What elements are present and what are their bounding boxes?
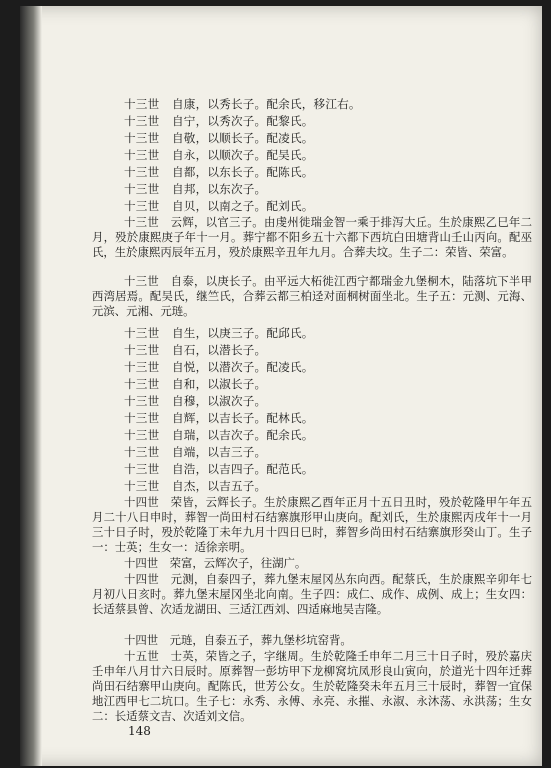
document-page (20, 6, 542, 766)
genealogy-entry: 十三世 自宁，以秀次子。配黎氏。 (124, 114, 314, 128)
genealogy-entry: 十三世 自邦，以东次子。 (124, 182, 267, 196)
genealogy-entry: 十三世 自敬，以顺长子。配凌氏。 (124, 131, 314, 145)
paragraph-yuanlian: 十四世 元琏，自泰五子，葬九堡杉坑窑背。 (124, 633, 352, 647)
genealogy-entry: 十三世 自生，以庚三子。配邱氏。 (124, 326, 314, 340)
genealogy-entry: 十三世 自悦，以潜次子。配凌氏。 (124, 360, 314, 374)
genealogy-entry: 十三世 自和，以淑长子。 (124, 377, 267, 391)
paragraph-rongfu: 十四世 荣富，云辉次子，往湖广。 (124, 556, 307, 570)
genealogy-entry: 十三世 自瑞，以吉次子。配余氏。 (124, 428, 314, 442)
genealogy-entry: 十三世 自端，以吉三子。 (124, 445, 267, 459)
genealogy-entry: 十三世 自贝，以南之子。配刘氏。 (124, 199, 314, 213)
genealogy-entry: 十三世 自康，以秀长子。配余氏，移江右。 (124, 97, 361, 111)
genealogy-entry: 十三世 自穆，以淑次子。 (124, 394, 267, 408)
paragraph-rongjie: 十四世 荣皆，云辉长子。生於康熙乙酉年正月十五日丑时，殁於乾隆甲午年五月二十八日申时，葬智一尚田村石结寨旗形甲山庚向。配刘氏，生於康熙丙戌年十一月三十日子时，殁於乾隆丁未年九月十四日巳时，葬智乡尚田村石结寨旗形癸山丁。生子一：士英；生女一：适徐亲明。 (92, 495, 532, 554)
paragraph-yunhui: 十三世 云辉，以官三子。由虔州徙瑞金智一乘于排泻大丘。生於康熙乙巳年二月，殁於康熙庚子年十一月。葬宁都不阳乡五十六都下西坑白田塘背山壬山丙向。配巫氏，生於康熙丙辰年五月，殁於康熙辛丑年九月。合葬夫坟。生子二：荣皆、荣富。 (92, 215, 532, 259)
genealogy-entry: 十三世 自石，以潜长子。 (124, 343, 267, 357)
genealogy-entry: 十三世 自都，以东长子。配陈氏。 (124, 165, 314, 179)
paragraph-shiying: 十五世 士英，荣皆之子，字继周。生於乾隆壬申年二月三十日子时，殁於嘉庆壬申年八月廿六日辰时。原葬智一彭坊甲下龙柳窝坑凤形良山寅向，於道光十四年迁葬尚田石结寨甲山庚向。配陈氏，世芳公女。生於乾隆癸未年五月三十辰时，葬智一宜保地江西甲七二坑口。生子七：永秀、永傅、永亮、永摧、永淑、永沐荡、永洪荡；生女二：长适蔡文吉、次适刘文信。 (92, 649, 532, 723)
paragraph-zitai: 十三世 自泰，以庚长子。由平远大柘徙江西宁都瑞金九堡桐木，陆落坑下半甲西湾居焉。配吴氏，继竺氏，合葬云都三柏迳对面桐树面坐北。生子五：元测、元海、元滨、元湘、元琏。 (92, 274, 532, 318)
page-number: 148 (128, 724, 151, 738)
genealogy-entry: 十三世 自浩，以吉四子。配范氏。 (124, 462, 314, 476)
genealogy-entry: 十三世 自辉，以吉长子。配林氏。 (124, 411, 314, 425)
genealogy-entry: 十三世 自永，以顺次子。配吴氏。 (124, 148, 314, 162)
genealogy-entry: 十三世 自杰，以吉五子。 (124, 479, 267, 493)
binding-edge (20, 6, 42, 766)
paragraph-yuance: 十四世 元测，自泰四子，葬九堡末屋冈丛东向西。配蔡氏，生於康熙辛卯年七月初八日亥时。葬九堡末屋冈坐北向南。生子四：成仁、成作、成例、成上；生女四：长适蔡县曾、次适龙湖田、三适江西刘、四适麻地吴吉隆。 (92, 572, 532, 616)
